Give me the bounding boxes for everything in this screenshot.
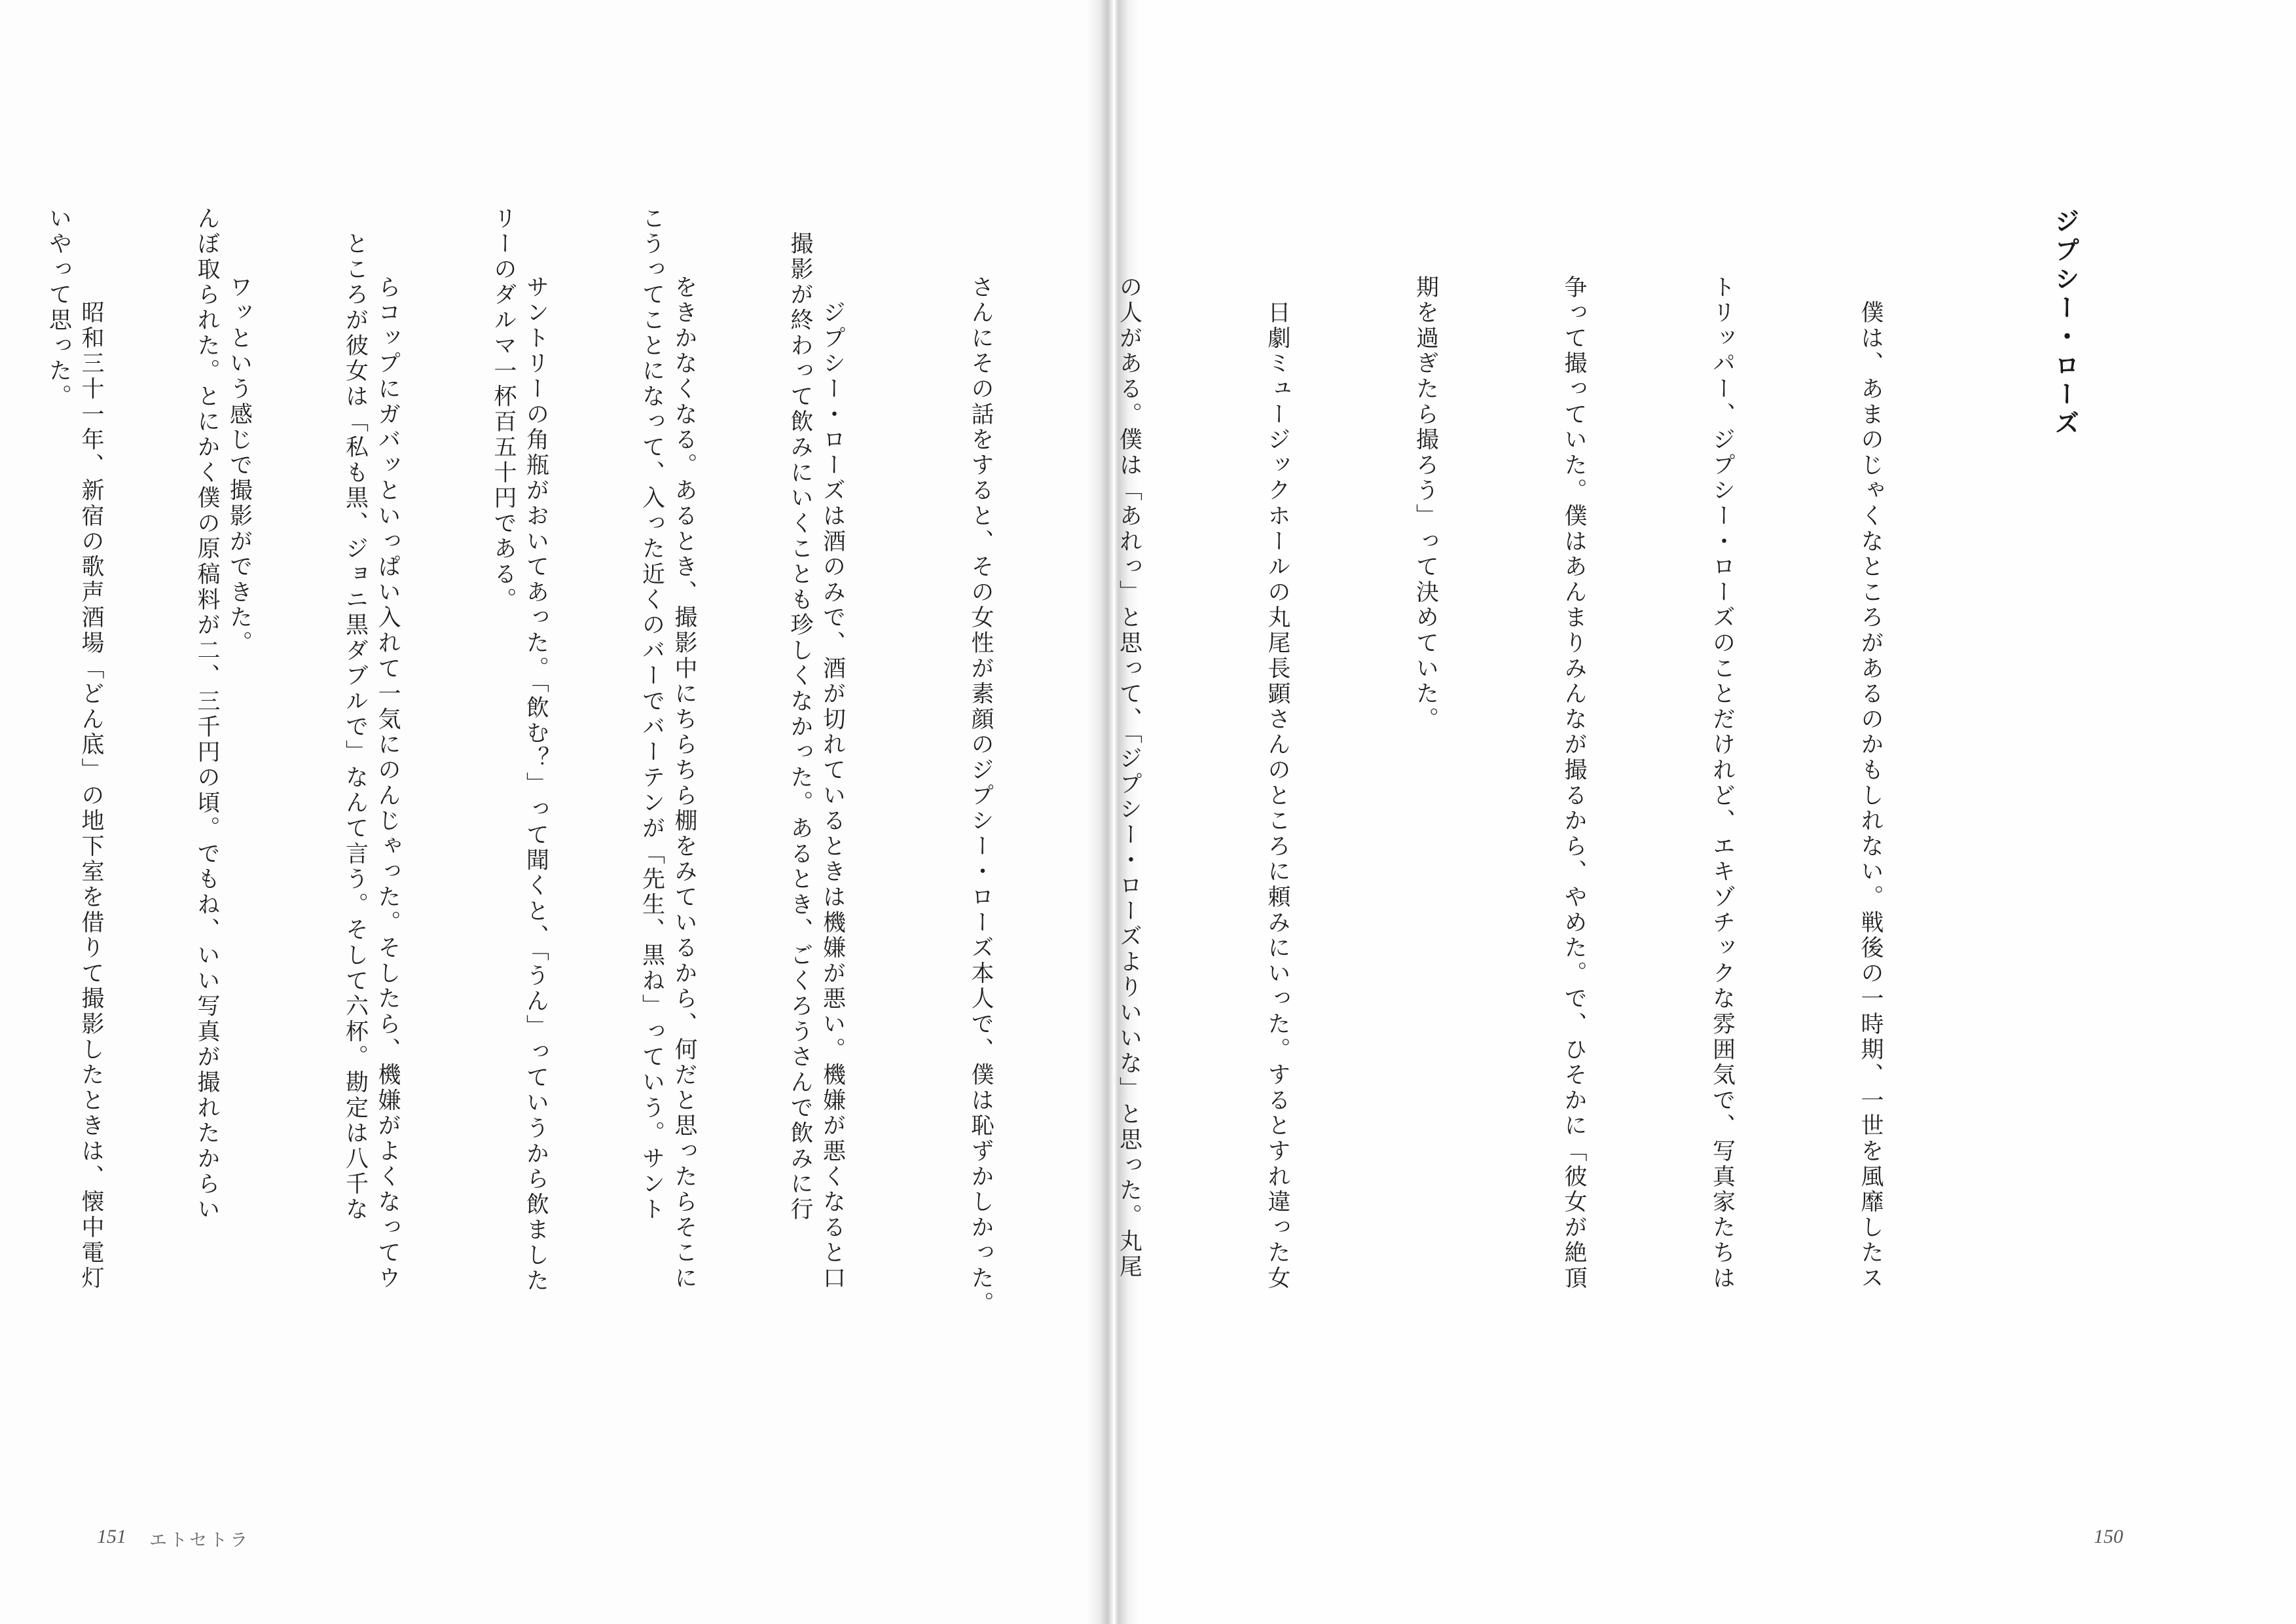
text-line: 期を過ぎたら撮ろう」って決めていた。 (1412, 275, 1439, 733)
text-line: らコップにガバッといっぱい入れて一気にのんじゃった。そしたら、機嫌がよくなってウ (374, 275, 401, 1291)
article-title: ジプシー・ローズ (2050, 208, 2080, 439)
text-line: ワッという感じで撮影ができた。 (226, 275, 253, 656)
text-line: 昭和三十一年、新宿の歌声酒場「どん底」の地下室を借りて撮影したときは、懐中電灯 (78, 275, 104, 1291)
left-page-body (0, 206, 923, 1280)
running-head: エトセトラ (149, 1530, 251, 1551)
text-line: 僕は、あまのじゃくなところがあるのかもしれない。戦後の一時期、一世を風靡したス (1857, 275, 1884, 1291)
text-line: をきかなくなる。あるとき、撮影中にちらちら棚をみているから、何だと思ったらそこに (671, 275, 697, 1291)
text-line: 撮影が終わって飲みにいくことも珍しくなかった。あるとき、ごくろうさんで飲みに行 (787, 206, 813, 1223)
text-line: 日劇ミュージックホールの丸尾長顕さんのところに頼みにいった。するとすれ違った女 (1264, 275, 1290, 1291)
text-line: ジプシー・ローズは酒のみで、酒が切れているときは機嫌が悪い。機嫌が悪くなると口 (819, 275, 846, 1291)
right-page-number: 150 (2094, 1526, 2123, 1547)
text-line: いやって思った。 (45, 206, 72, 410)
text-line: 争って撮っていた。僕はあんまりみんなが撮るから、やめた。で、ひそかに「彼女が絶頂 (1561, 275, 1587, 1291)
text-line: リーのダルマ一杯百五十円である。 (490, 206, 517, 613)
text-line: こうってことになって、入った近くのバーでバーテンが「先生、黒ね」っていう。サント (638, 206, 665, 1223)
text-line: トリッパー、ジプシー・ローズのことだけれど、エキゾチックな雰囲気で、写真家たちは (1709, 275, 1736, 1291)
text-line: ところが彼女は「私も黒、ジョニ黒ダブルで」なんて言う。そして六杯。勘定は八千な (342, 206, 369, 1223)
left-page-number: 151 (97, 1526, 126, 1547)
text-line: んぼ取られた。とにかく僕の原稿料が二、三千円の頃。でもね、いい写真が撮れたからい (194, 206, 220, 1223)
text-line: サントリーの角瓶がおいてあった。「飲む？」って聞くと、「うん」っていうから飲ました (522, 275, 549, 1294)
text-line: さんにその話をすると、その女性が素顔のジプシー・ローズ本人で、僕は恥ずかしかった。 (968, 275, 994, 1317)
text-line: の人がある。僕は「あれっ」と思って、「ジプシー・ローズよりいいな」と思った。丸尾 (1116, 275, 1142, 1280)
